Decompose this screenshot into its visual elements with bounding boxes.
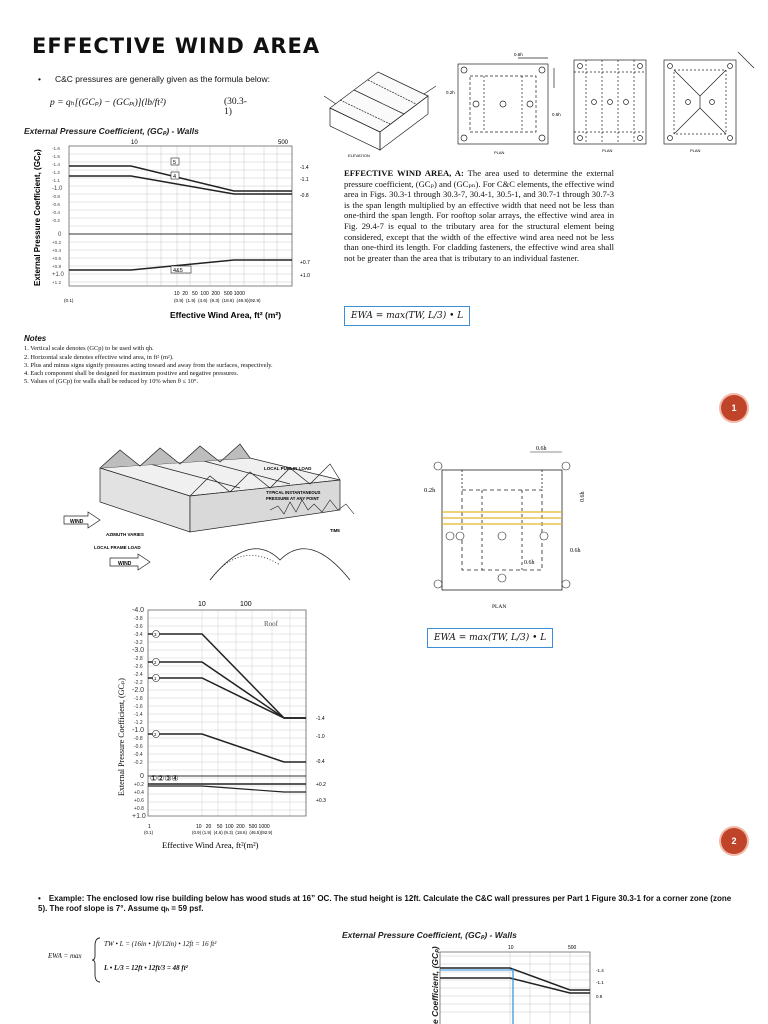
pressure-formula — [50, 97, 247, 117]
roof-top-tick: 100 — [240, 601, 252, 608]
plan-top-dim: 0.6h — [536, 446, 547, 452]
plan-label: PLAN — [602, 148, 613, 153]
zone-label: 1 — [154, 676, 157, 681]
example-statement — [38, 894, 738, 914]
roof-chart — [112, 596, 382, 854]
ewa-formula-box: EWA = max(TW, L/3) • L — [344, 306, 470, 326]
roof-label: Roof — [264, 620, 278, 628]
y-tick: +1.0 — [132, 813, 146, 820]
roof-x-axis-label: Effective Wind Area, ft²(m²) — [162, 840, 259, 850]
wall-2-top-tick: 10 — [508, 945, 514, 951]
zone-label: 3 — [154, 632, 157, 637]
zone-label: 2 — [154, 660, 157, 665]
notes-heading: Notes — [24, 334, 47, 343]
bullet-text: C&C pressures are generally given as the formula below: — [54, 74, 270, 84]
right-label: -1.4 — [316, 716, 325, 722]
y-tick: -0.2 — [134, 760, 143, 766]
elevation-building — [324, 72, 436, 150]
y-tick: -2.0 — [132, 687, 145, 694]
y-tick: -3.6 — [134, 624, 143, 630]
y-tick: -2.2 — [134, 680, 143, 686]
roof-zone-circles — [153, 631, 160, 738]
roof-panels — [100, 444, 340, 532]
wall-chart-1 — [24, 136, 334, 326]
roof-x-ticks: 10 20 50 100 200 500 1000 — [196, 824, 270, 830]
zone-label: 4 — [173, 174, 177, 180]
y-tick: -3.0 — [132, 647, 145, 654]
wall-chart-2-grid — [440, 952, 590, 1024]
y-tick: -0.6 — [52, 202, 60, 207]
wall-2-top-tick: 500 — [568, 945, 577, 951]
y-tick: -1.1 — [52, 178, 60, 183]
y-tick: -1.0 — [52, 186, 63, 192]
roof-zone3-curve — [148, 634, 306, 718]
right-label: +0.2 — [316, 782, 326, 788]
y-tick: +0.4 — [134, 790, 144, 796]
y-tick: -3.4 — [134, 632, 143, 638]
y-tick: 0 — [58, 232, 62, 238]
note-item: 3. Plus and minus signs signify pressures acting toward and away from the surfaces, respectively. — [24, 361, 273, 369]
right-label: +0.3 — [316, 798, 326, 804]
roof-top-tick: 10 — [198, 601, 206, 608]
right-label: -0.8 — [300, 193, 309, 199]
note-item: 1. Vertical scale denotes (GCp) to be used with qh. — [24, 345, 154, 353]
formula-text: p = qₕ[(GCₚ) − (GCₚᵢ)](lb/ft²) — [50, 98, 166, 108]
time-label: TIME — [330, 528, 341, 533]
plan-diagram-3 — [664, 52, 754, 144]
right-label: -1.4 — [300, 165, 309, 171]
wall-chart-2-title: External Pressure Coefficient, (GCₚ) - Walls — [342, 930, 517, 940]
y-tick: -1.6 — [134, 704, 143, 710]
ewa-calculation — [48, 936, 338, 986]
plan-side-dim: 0.6h — [580, 491, 586, 502]
y-tick: -0.8 — [134, 736, 143, 742]
wind-label: WIND — [70, 519, 84, 525]
zone-bottom-label: ①②③④ — [150, 774, 179, 783]
roof-x-ticks-m: (0.9) (1.9) (4.6) (9.3) (18.6) (46.5)(92.9) — [192, 830, 273, 835]
zone-circles — [434, 462, 570, 588]
plan-diagram-2 — [574, 60, 646, 144]
formula-number: (30.3-1) — [224, 97, 247, 117]
y-tick: -0.4 — [134, 752, 143, 758]
roof-x-first-m: (0.1) — [144, 830, 154, 835]
bullet-pressure-formula — [38, 74, 270, 84]
y-tick: -2.4 — [134, 672, 143, 678]
y-tick: +0.8 — [134, 806, 144, 812]
y-tick: 0 — [140, 773, 144, 780]
local-purlin-label: LOCAL PURLIN LOAD — [264, 466, 312, 471]
y-tick: +0.2 — [52, 240, 62, 245]
plan-dim-label: 0.6h — [552, 112, 561, 117]
example-lead: Example: — [48, 894, 85, 903]
y-tick: -4.0 — [132, 607, 145, 614]
note-item: 4. Each component shall be designed for maximum positive and negative pressures. — [24, 370, 239, 378]
right-label: +0.7 — [300, 260, 310, 266]
plan-label: PLAN — [494, 150, 505, 155]
roof-right-labels — [316, 716, 326, 804]
plan-outline — [442, 470, 562, 590]
typical-pressure-label-2: PRESSURE AT ANY POINT — [266, 496, 320, 501]
y-tick: -1.4 — [134, 712, 143, 718]
right-label: -1.4 — [596, 968, 604, 973]
roof-x-first: 1 — [148, 824, 151, 830]
page-number-badge: 1 — [721, 395, 747, 421]
wall-top-tick: 10 — [131, 140, 138, 146]
y-tick: -0.4 — [52, 210, 60, 215]
y-tick: +0.6 — [52, 256, 62, 261]
roof-y-ticks — [132, 607, 146, 820]
definition-paragraph — [344, 168, 614, 263]
notes-block — [24, 335, 273, 387]
y-tick: -0.8 — [52, 194, 60, 199]
y-tick: +0.4 — [52, 248, 62, 253]
plan-label: PLAN — [492, 604, 507, 610]
plan-left-dim: 0.2h — [424, 487, 436, 494]
elevation-label: ELEVATION — [348, 153, 370, 158]
note-item: 5. Values of (GCp) for walls shall be reduced by 10% when θ ≤ 10°. — [24, 378, 199, 386]
wall-chart-title: External Pressure Coefficient, (GCₚ) - Walls — [24, 126, 199, 136]
wall-chart-2 — [430, 940, 620, 1024]
y-tick: -2.6 — [134, 664, 143, 670]
plan-diagram-1 — [458, 58, 554, 144]
wall-x-ticks-m: (0.9) (1.9) (4.6) (9.3) (18.6) (46.5)(92.9) — [174, 298, 261, 303]
roof-positive-curve-2 — [148, 786, 306, 792]
y-tick: +0.2 — [134, 782, 144, 788]
y-tick: -1.4 — [52, 162, 60, 167]
y-tick: -0.6 — [134, 744, 143, 750]
right-label: 0.8 — [596, 994, 603, 999]
y-tick: -1.5 — [52, 154, 60, 159]
plan-dim-label: 0.2h — [446, 90, 455, 95]
page-number-badge: 2 — [721, 828, 747, 854]
y-tick: -0.2 — [52, 218, 60, 223]
wall-right-labels — [300, 165, 310, 279]
y-tick: -1.6 — [52, 146, 60, 151]
plan-dim-label: 0.6h — [514, 52, 523, 57]
y-tick: -2.8 — [134, 656, 143, 662]
wall-x-ticks: 10 20 50 100 200 500 1000 — [174, 291, 245, 297]
ewa-max-label: EWA = max — [48, 952, 82, 960]
stud-highlight-lines — [442, 512, 562, 524]
local-frame-label: LOCAL FRAME LOAD — [94, 545, 141, 550]
zone-label: 2 — [154, 732, 157, 737]
azimuth-label: AZIMUTH VARIES — [106, 532, 144, 537]
zone-label: 5 — [173, 160, 177, 166]
example-bullet: • — [38, 894, 41, 903]
wall-y-axis-label: External Pressure Coefficient, (GCₚ) — [33, 149, 42, 286]
ewa-line-1: TW • L = (16in • 1ft/12in) • 12ft = 16 ft² — [104, 940, 217, 948]
roof-chart-grid — [148, 610, 306, 816]
y-tick: -1.0 — [132, 727, 145, 734]
wind-load-diagram — [60, 440, 360, 590]
frame-load-curve — [210, 549, 350, 580]
plan-inner-dim: 0.6h — [524, 560, 535, 566]
wind-label: WIND — [118, 561, 132, 567]
y-tick: -3.2 — [134, 640, 143, 646]
note-item: 2. Horizontal scale denotes effective wind area, in ft² (m²). — [24, 353, 174, 361]
right-label: -1.0 — [316, 734, 325, 740]
wall-top-tick: 500 — [278, 140, 289, 146]
right-label: +1.0 — [300, 273, 310, 279]
y-tick: -3.8 — [134, 616, 143, 622]
y-tick: +0.6 — [134, 798, 144, 804]
y-tick: +1.0 — [52, 272, 64, 278]
y-tick: -1.2 — [134, 720, 143, 726]
top-building-diagrams — [318, 48, 758, 160]
plan-zone-diagram — [420, 440, 600, 612]
wall-x-first-m: (0.1) — [64, 298, 74, 303]
ewa-formula-box-2: EWA = max(TW, L/3) • L — [427, 628, 553, 648]
roof-chart-frame — [148, 610, 306, 816]
right-label: -1.1 — [300, 177, 309, 183]
wall-x-axis-label: Effective Wind Area, ft² (m²) — [170, 310, 282, 320]
zone-label: 4&5 — [173, 268, 183, 274]
right-label: -1.1 — [596, 980, 604, 985]
page-title: EFFECTIVE WIND AREA — [32, 34, 321, 58]
y-tick: +0.8 — [52, 264, 62, 269]
bullet-dot: • — [38, 74, 41, 84]
typical-pressure-label: TYPICAL INSTANTANEOUS — [266, 490, 321, 495]
wall-y-ticks — [52, 146, 65, 285]
definition-body: The area used to determine the external pressure coefficient, (GCₚ) and (GCₚₙ). For C&C elements, the effective wind area in Figs. 30.3-1 through 30.3-7, 30.4-1, 30.5-1, and 30.7-1 through 30.7-3 is the span length multiplied by an effective width that need not be less than one-third the span length. For rooftop solar arrays, the effective wind area in Fig. 29.4-7 is equal to the tributary area for the structural element being considered, except that the width of the effective wind area need not be less than one-third its length. For cladding fasteners, the effective wind area shall not be greater than the area that is tributary to an individual fastener. — [344, 168, 614, 263]
ewa-line-2: L • L/3 = 12ft • 12ft/3 = 48 ft² — [104, 964, 188, 972]
brace-icon — [92, 936, 102, 984]
plan-label: PLAN — [690, 148, 701, 153]
example-text: The enclosed low rise building below has wood studs at 16” OC. The stud height is 12ft. Calculate the C&C wall pressures per Part 1 Figure 30.3-1 for a corner zone (zone 5). The roof slope is 7°. Assume qₕ = 59 psf. — [38, 894, 732, 913]
y-tick: -1.8 — [134, 696, 143, 702]
wall-chart-2-ylabel: e Coefficient, (GCₚ) — [430, 946, 440, 1024]
definition-lead: EFFECTIVE WIND AREA, A: — [344, 168, 464, 178]
plan-right-dim: 0.6h — [570, 548, 581, 554]
right-label: -0.4 — [316, 759, 325, 765]
roof-y-axis-label: External Pressure Coefficient, (GCₚ) — [117, 678, 126, 796]
y-tick: -1.2 — [52, 170, 60, 175]
y-tick: +1.2 — [52, 280, 62, 285]
